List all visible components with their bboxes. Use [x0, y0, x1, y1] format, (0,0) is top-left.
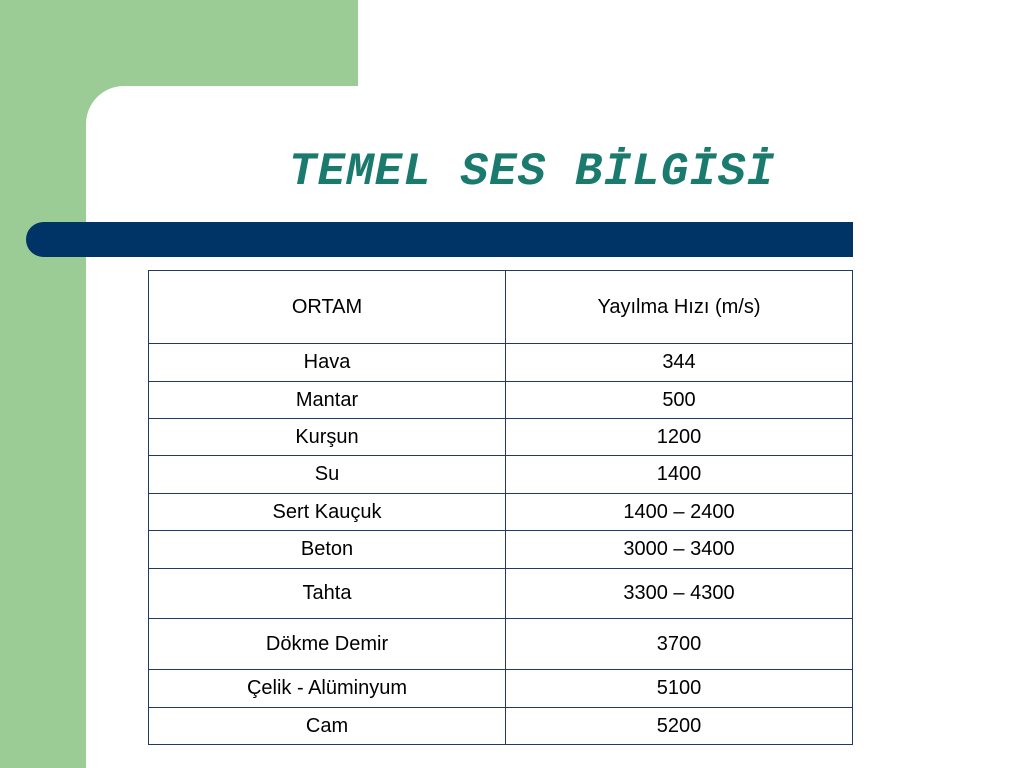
cell-speed: 5200 — [506, 708, 853, 745]
cell-medium: Cam — [149, 708, 506, 745]
slide-title: TEMEL SES BİLGİSİ — [288, 146, 776, 198]
table-row — [149, 382, 853, 419]
cell-medium: Beton — [149, 531, 506, 569]
header-ortam: ORTAM — [149, 271, 506, 344]
cell-speed: 3700 — [506, 619, 853, 670]
cell-speed: 1400 – 2400 — [506, 494, 853, 531]
cell-medium: Mantar — [149, 382, 506, 419]
table-header-row — [149, 271, 853, 344]
cell-speed: 1200 — [506, 419, 853, 456]
cell-medium: Tahta — [149, 569, 506, 619]
table-row — [149, 619, 853, 670]
table-row — [149, 708, 853, 745]
sound-speed-table — [148, 270, 853, 745]
header-speed: Yayılma Hızı (m/s) — [506, 271, 853, 344]
cell-speed: 3300 – 4300 — [506, 569, 853, 619]
cell-speed: 5100 — [506, 670, 853, 708]
cell-medium: Kurşun — [149, 419, 506, 456]
cell-medium: Sert Kauçuk — [149, 494, 506, 531]
table-row — [149, 670, 853, 708]
table-row — [149, 531, 853, 569]
table-row — [149, 456, 853, 494]
cell-speed: 1400 — [506, 456, 853, 494]
cell-medium: Dökme Demir — [149, 619, 506, 670]
cell-speed: 3000 – 3400 — [506, 531, 853, 569]
accent-bar — [26, 222, 853, 257]
cell-medium: Su — [149, 456, 506, 494]
table-row — [149, 494, 853, 531]
cell-medium: Hava — [149, 344, 506, 382]
table-row — [149, 569, 853, 619]
table-row — [149, 419, 853, 456]
cell-medium: Çelik - Alüminyum — [149, 670, 506, 708]
cell-speed: 500 — [506, 382, 853, 419]
cell-speed: 344 — [506, 344, 853, 382]
table-row — [149, 344, 853, 382]
